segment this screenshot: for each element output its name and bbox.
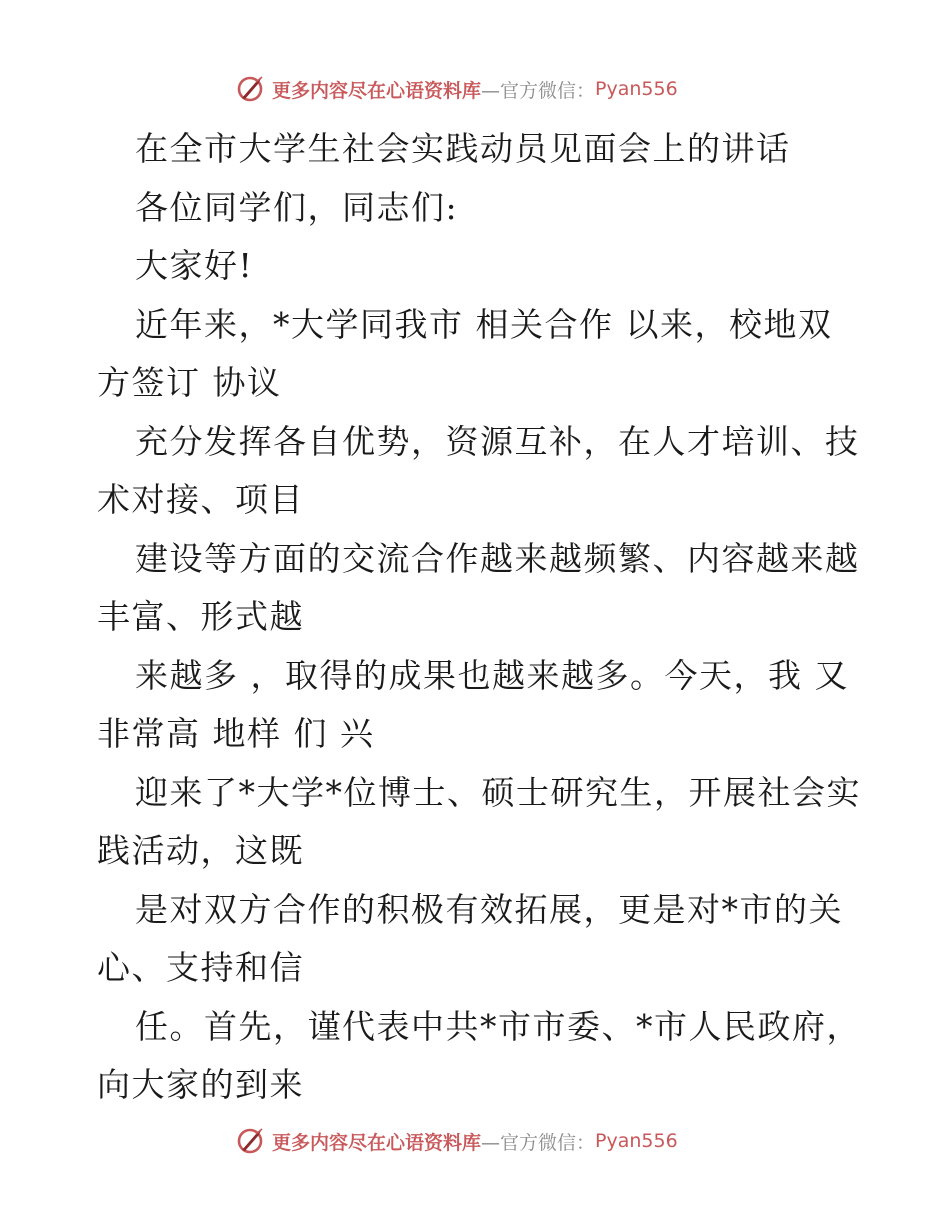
speech-title: 在全市大学生社会实践动员见面会上的讲话 — [135, 129, 791, 168]
paragraph-line: 向大家的到来 — [97, 1065, 304, 1104]
paragraph-line: 践活动，这既 — [97, 831, 304, 870]
quill-pen-circle-icon — [236, 1126, 266, 1156]
salutation: 各位同学们，同志们: — [135, 187, 459, 227]
quill-pen-circle-icon — [236, 74, 266, 104]
paragraph-line: 丰富、形式越 — [97, 597, 304, 636]
banner-wechat-id: Pyan556 — [595, 1130, 678, 1152]
banner-main-text: 更多内容尽在心语资料库 — [272, 79, 482, 102]
paragraph-line: 建设等方面的交流合作越来越频繁、内容越来越 — [135, 538, 860, 578]
paragraph-line: 近年来，*大学同我市 相关合作 以来，校地双 — [135, 304, 833, 344]
paragraph-line: 来越多 ，取得的成果也越来越多。今天，我 又 — [135, 655, 849, 695]
paragraph-line: 非常高 地样 们 兴 — [97, 714, 375, 753]
paragraph-line: 心、支持和信 — [97, 948, 304, 987]
banner-sub-text: —官方微信： — [481, 1131, 596, 1154]
header-watermark-banner — [236, 72, 678, 106]
paragraph-line: 充分发挥各自优势，资源互补，在人才培训、技 — [135, 421, 860, 461]
document-body — [97, 120, 861, 1115]
footer-watermark-banner — [236, 1124, 678, 1158]
paragraph-line: 术对接、项目 — [97, 480, 304, 519]
paragraph-line: 方签订 协议 — [97, 363, 282, 402]
banner-wechat-id: Pyan556 — [595, 78, 678, 100]
greeting: 大家好! — [135, 246, 254, 285]
paragraph-line: 是对双方合作的积极有效拓展，更是对*市的关 — [135, 889, 843, 929]
paragraph-line: 迎来了*大学*位博士、硕士研究生，开展社会实 — [135, 772, 861, 812]
paragraph-line: 任。首先，谨代表中共*市市委、*市人民政府， — [135, 1006, 861, 1046]
banner-main-text: 更多内容尽在心语资料库 — [272, 1131, 482, 1154]
banner-sub-text: —官方微信： — [481, 79, 596, 102]
